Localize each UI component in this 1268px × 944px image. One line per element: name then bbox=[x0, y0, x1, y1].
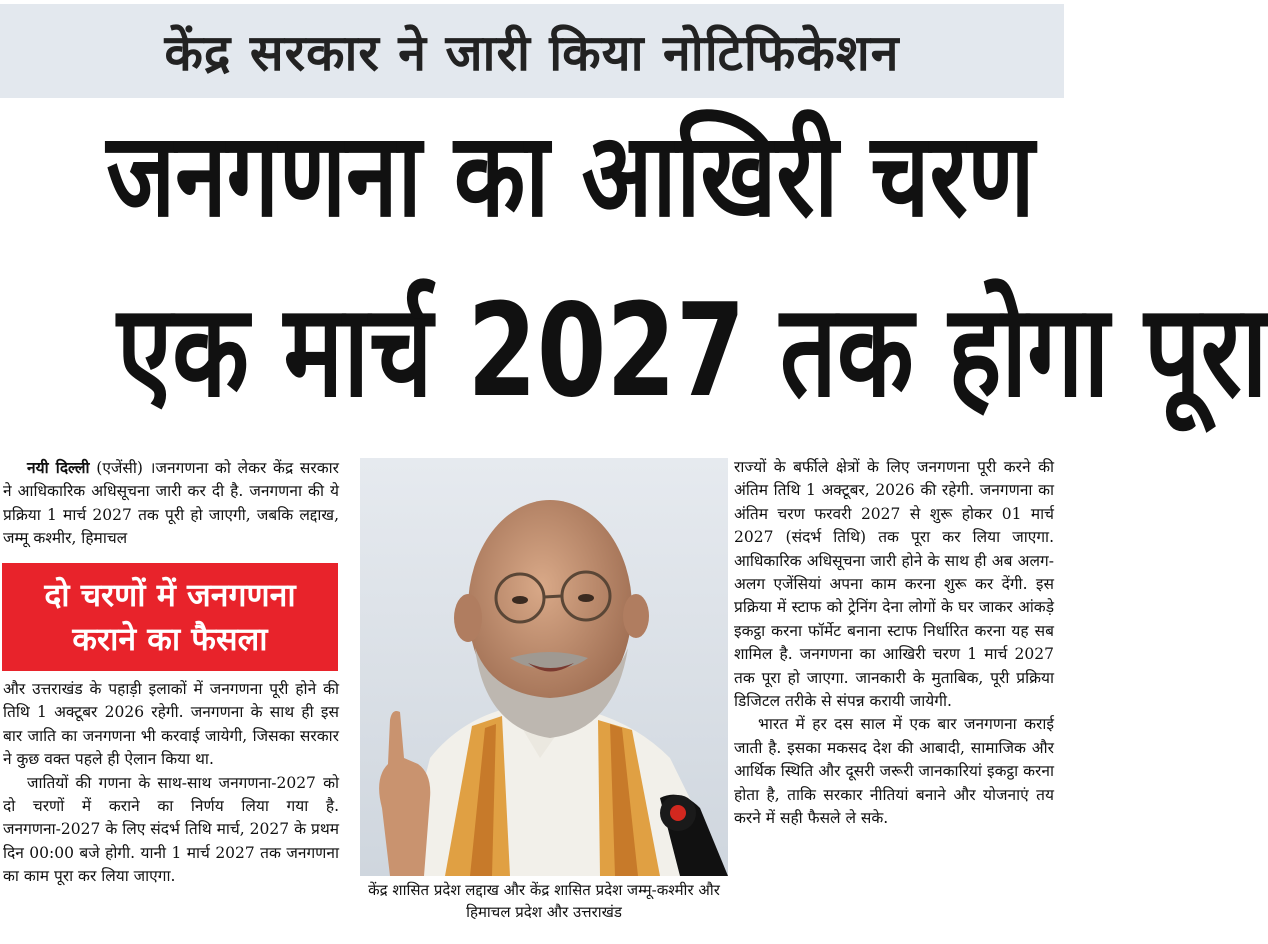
dateline: नयी दिल्ली bbox=[27, 458, 90, 477]
article-paragraph: राज्यों के बर्फीले क्षेत्रों के लिए जनगणना पूरी करने की अंतिम तिथि 1 अक्टूबर, 2026 की रहेगी. जनगणना का अंतिम चरण फरवरी 2027 से शुरू होकर 01 मार्च 2027 (संदर्भ तिथि) तक पूरा कर लिया जाएगा. आधिकारिक अधिसूचना जारी होने के साथ ही अब अलग-अलग एजेंसियां अपना काम करना शुरू कर देंगी. इस प्रक्रिया में स्टाफ को ट्रेनिंग देना लोगों के घर जाकर आंकड़े इकट्ठा करना फॉर्मेट बनाना स्टाफ निर्धारित करना यह सब शामिल है. जनगणना का आखिरी चरण 1 मार्च 2027 तक पूरा हो जाएगा. जानकारी के मुताबिक, पूरी प्रक्रिया डिजिटल तरीके से संपन्न करायी जायेगी. bbox=[734, 458, 1054, 711]
article-column-3 bbox=[734, 456, 1054, 931]
headline-line-1: जनगणना का आखिरी चरण bbox=[106, 108, 1035, 243]
person-photo-illustration bbox=[360, 458, 728, 876]
kicker-banner bbox=[0, 4, 1064, 98]
subhead-box bbox=[2, 563, 338, 671]
headline-line-2: एक मार्च 2027 तक होगा पूरा bbox=[117, 277, 1268, 426]
article-paragraph: भारत में हर दस साल में एक बार जनगणना कराई जाती है. इसका मकसद देश की आबादी, सामाजिक और आर्थिक स्थिति और दूसरी जरूरी जानकारियां इकट्ठा करना होता है, ताकि सरकार नीतियां बनाने और योजनाएं तय करने में सही फैसले ले सके. bbox=[734, 715, 1054, 828]
photo-caption: केंद्र शासित प्रदेश लद्दाख और केंद्र शासित प्रदेश जम्मू-कश्मीर और हिमाचल प्रदेश और उत्तराखंड bbox=[368, 881, 720, 921]
kicker-text: केंद्र सरकार ने जारी किया नोटिफिकेशन bbox=[164, 24, 900, 82]
article-paragraph: और उत्तराखंड के पहाड़ी इलाकों में जनगणना पूरी होने की तिथि 1 अक्टूबर 2026 रहेगी. जनगणना के साथ ही इस बार जाति का जनगणना भी करवाई जायेगी, जिसका सरकार ने कुछ वक्त पहले ही ऐलान किया था. bbox=[3, 680, 339, 769]
article-paragraph: जातियों की गणना के साथ-साथ जनगणना-2027 को दो चरणों में कराने का निर्णय लिया गया है. जनगणना-2027 के लिए संदर्भ तिथि मार्च, 2027 के प्रथम दिन 00:00 बजे होगी. यानी 1 मार्च 2027 तक जनगणना का काम पूरा कर लिया जाएगा. bbox=[3, 773, 339, 886]
subhead-line-1: दो चरणों में जनगणना bbox=[44, 576, 296, 614]
article-column-1-top bbox=[3, 456, 339, 556]
article-intro: (एजेंसी) ।जनगणना को लेकर केंद्र सरकार ने आधिकारिक अधिसूचना जारी कर दी है. जनगणना की ये प्रक्रिया 1 मार्च 2027 तक पूरी हो जाएगी, जबकि लद्दाख, जम्मू कश्मीर, हिमाचल bbox=[3, 459, 339, 548]
subhead-line-2: कराने का फैसला bbox=[72, 620, 268, 658]
news-photo bbox=[360, 458, 728, 876]
article-column-1-bottom bbox=[3, 678, 339, 928]
